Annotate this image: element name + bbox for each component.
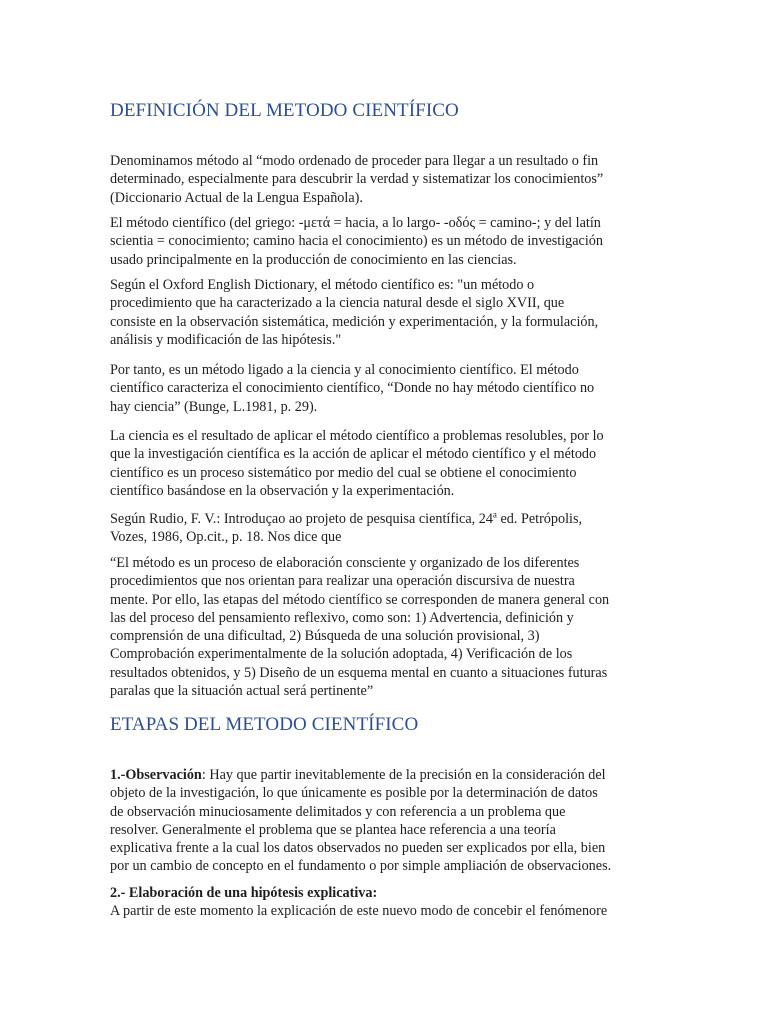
- text-line: científico basándose en la observación y la experimentación.: [110, 482, 455, 499]
- bold-label-hipotesis: 2.- Elaboración de una hipótesis explicativa:: [110, 885, 378, 901]
- text-line: las del proceso del pensamiento reflexivo, como son: 1) Advertencia, definición y: [110, 609, 574, 626]
- superscript: a: [492, 509, 497, 520]
- section-heading-definicion: DEFINICIÓN DEL METODO CIENTÍFICO: [110, 100, 459, 121]
- text-line: determinado, especialmente para descubrir la verdad y sistematizar los conocimientos”: [110, 171, 604, 188]
- paragraph-la-ciencia: [110, 427, 658, 500]
- paragraph-denominamos: [110, 152, 658, 207]
- text-line: [110, 510, 658, 528]
- text-line: procedimiento que ha caracterizado a la ciencia natural desde el siglo XVII, que: [110, 295, 565, 312]
- text-line: Comprobación experimentalmente de la solución adoptada, 4) Verificación de los: [110, 646, 573, 663]
- text-line: El método científico (del griego: -μετά = hacia, a lo largo- -οδός = camino-; y del latín: [110, 215, 601, 231]
- text-line: de observación minuciosamente delimitados y con referencia a un problema que: [110, 803, 566, 820]
- paragraph-oxford: [110, 276, 658, 349]
- document-page: [110, 0, 658, 1024]
- text-line: paralas que la situación actual será pertinente”: [110, 683, 374, 700]
- paragraph-por-tanto: [110, 361, 658, 416]
- text-line: [110, 766, 658, 784]
- text-line: resolver. Generalmente el problema que se plantea hace referencia a una teoría: [110, 821, 556, 838]
- text-fragment: ed. Petrópolis,: [496, 511, 583, 527]
- text-line: Por tanto, es un método ligado a la ciencia y al conocimiento científico. El método: [110, 362, 579, 378]
- text-line: resultados obtenidos, y 5) Diseño de un esquema mental en cuanto a situaciones futuras: [110, 664, 608, 681]
- text-line: que la investigación científica es la acción de aplicar el método científico y el método: [110, 446, 597, 463]
- text-line: objeto de la investigación, lo que únicamente es posible por la determinación de datos: [110, 785, 598, 802]
- text-line: A partir de este momento la explicación de este nuevo modo de concebir el fenómenore: [110, 903, 608, 920]
- text-line: Vozes, 1986, Op.cit., p. 18. Nos dice que: [110, 529, 342, 546]
- text-line: comprensión de una dificultad, 2) Búsqueda de una solución provisional, 3): [110, 628, 540, 645]
- text-line: científico caracteriza el conocimiento científico, “Donde no hay método científico no: [110, 380, 595, 397]
- text-fragment: : Hay que partir inevitablemente de la precisión en la consideración del: [201, 767, 606, 783]
- text-line: por un cambio de concepto en el fundamento o por simple ampliación de observaciones.: [110, 858, 612, 875]
- paragraph-observacion: [110, 766, 658, 876]
- text-line: consiste en la observación sistemática, medición y experimentación, y la formulación,: [110, 313, 599, 330]
- text-line: análisis y modificación de las hipótesis.": [110, 331, 342, 348]
- paragraph-quote: [110, 554, 658, 700]
- text-fragment: Según Rudio, F. V.: Introduçao ao projeto de pesquisa científica, 24: [110, 511, 493, 527]
- bold-label-observacion: 1.-Observación: [110, 767, 202, 783]
- text-line: científico es un proceso sistemático por medio del cual se obtiene el conocimiento: [110, 464, 577, 481]
- section-heading-etapas: ETAPAS DEL METODO CIENTÍFICO: [110, 714, 419, 735]
- paragraph-hipotesis: [110, 884, 658, 921]
- paragraph-griego: [110, 214, 658, 269]
- text-line: “El método es un proceso de elaboración consciente y organizado de los diferentes: [110, 555, 580, 571]
- text-line: Según el Oxford English Dictionary, el método científico es: "un método o: [110, 277, 535, 293]
- text-line: explicativa frente a la cual los datos observados no pueden ser explicados por ella, bien: [110, 840, 606, 857]
- text-line: [110, 884, 658, 902]
- text-line: procedimientos que nos orientan para realizar una operación discursiva de nuestra: [110, 573, 575, 590]
- text-line: scientia = conocimiento; camino hacia el conocimiento) es un método de investigación: [110, 233, 603, 250]
- text-line: usado principalmente en la producción de conocimiento en las ciencias.: [110, 251, 517, 268]
- text-line: (Diccionario Actual de la Lengua Española).: [110, 189, 363, 206]
- text-line: Denominamos método al “modo ordenado de proceder para llegar a un resultado o fin: [110, 153, 599, 169]
- paragraph-rudio: [110, 510, 658, 547]
- text-line: mente. Por ello, las etapas del método científico se corresponden de manera general con: [110, 591, 610, 608]
- text-line: hay ciencia” (Bunge, L.1981, p. 29).: [110, 398, 318, 415]
- text-line: La ciencia es el resultado de aplicar el método científico a problemas resolubles, por lo: [110, 428, 604, 444]
